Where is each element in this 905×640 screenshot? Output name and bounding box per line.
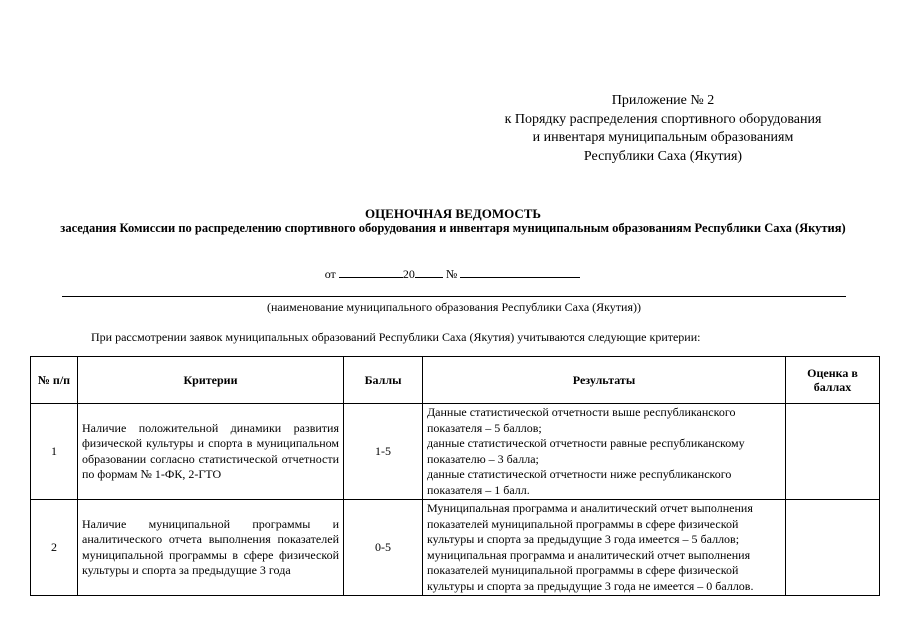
row-points: 0-5 xyxy=(344,500,423,596)
result-line: культуры и спорта за предыдущие 3 года имеется – 5 баллов; xyxy=(427,532,740,546)
municipality-caption: (наименование муниципального образования Республики Саха (Якутия)) xyxy=(267,300,641,314)
row-points: 1-5 xyxy=(344,404,423,500)
year-blank[interactable] xyxy=(415,266,443,278)
title-main: ОЦЕНОЧНАЯ ВЕДОМОСТЬ xyxy=(364,206,542,221)
result-line: показателя – 5 баллов; xyxy=(427,420,542,435)
result-line: показателя – 1 балл. xyxy=(427,482,530,497)
table-header-row xyxy=(31,357,880,404)
date-from-label: от xyxy=(324,267,336,281)
row-num: 2 xyxy=(31,500,78,596)
header-score: Оценка в баллах xyxy=(786,357,880,404)
municipality-name-line[interactable] xyxy=(62,296,846,297)
header-num: № п/п xyxy=(31,357,78,404)
header-results: Результаты xyxy=(423,357,786,404)
appendix-line: и инвентаря муниципальным образованиям xyxy=(532,130,794,145)
row-num: 1 xyxy=(31,404,78,500)
result-line: показателей муниципальной программы в сфере физической xyxy=(427,516,739,531)
date-number-line xyxy=(0,266,905,282)
appendix-line: Республики Саха (Якутия) xyxy=(583,148,743,164)
row-score-cell[interactable] xyxy=(786,404,880,500)
result-line: Муниципальная программа и аналитический отчет выполнения xyxy=(427,501,753,515)
result-line: культуры и спорта за предыдущие 3 года не имеется – 0 баллов. xyxy=(427,578,754,593)
appendix-header xyxy=(478,92,848,166)
row-score-cell[interactable] xyxy=(786,500,880,596)
result-line: данные статистической отчетности ниже республиканского xyxy=(427,467,732,481)
header-points: Баллы xyxy=(344,357,423,404)
date-year-label: 20 xyxy=(402,267,415,281)
appendix-line: к Порядку распределения спортивного оборудования xyxy=(504,111,822,127)
date-blank[interactable] xyxy=(339,266,403,278)
row-results xyxy=(423,500,786,596)
criteria-table xyxy=(30,356,880,596)
table-row xyxy=(31,404,880,500)
row-results xyxy=(423,404,786,500)
result-line: Данные статистической отчетности выше республиканского xyxy=(427,405,736,419)
table-row xyxy=(31,500,880,596)
result-line: муниципальная программа и аналитический отчет выполнения xyxy=(427,547,751,562)
row-criteria: Наличие муниципальной программы и аналитического отчета выполнения показателей муниципальной программы в сфере физической культуры и спорта за предыдущие 3 года xyxy=(78,500,344,596)
result-line: показателей муниципальной программы в сфере физической xyxy=(427,563,739,577)
number-sign-label: № xyxy=(445,267,458,281)
header-criteria: Критерии xyxy=(78,357,344,404)
appendix-line: Приложение № 2 xyxy=(611,93,715,108)
intro-paragraph: При рассмотрении заявок муниципальных образований Республики Саха (Якутия) учитываются следующие критерии: xyxy=(91,330,701,344)
number-blank[interactable] xyxy=(460,266,580,278)
title-subtitle: заседания Комиссии по распределению спортивного оборудования и инвентаря муниципальным образованиям Республики Саха (Якутия) xyxy=(60,221,846,235)
result-line: данные статистической отчетности равные республиканскому xyxy=(427,436,745,450)
row-criteria: Наличие положительной динамики развития физической культуры и спорта в муниципальном образовании согласно статистической отчетности по формам № 1-ФК, 2-ГТО xyxy=(78,404,344,500)
result-line: показателю – 3 балла; xyxy=(427,451,539,466)
document-title xyxy=(58,206,848,236)
